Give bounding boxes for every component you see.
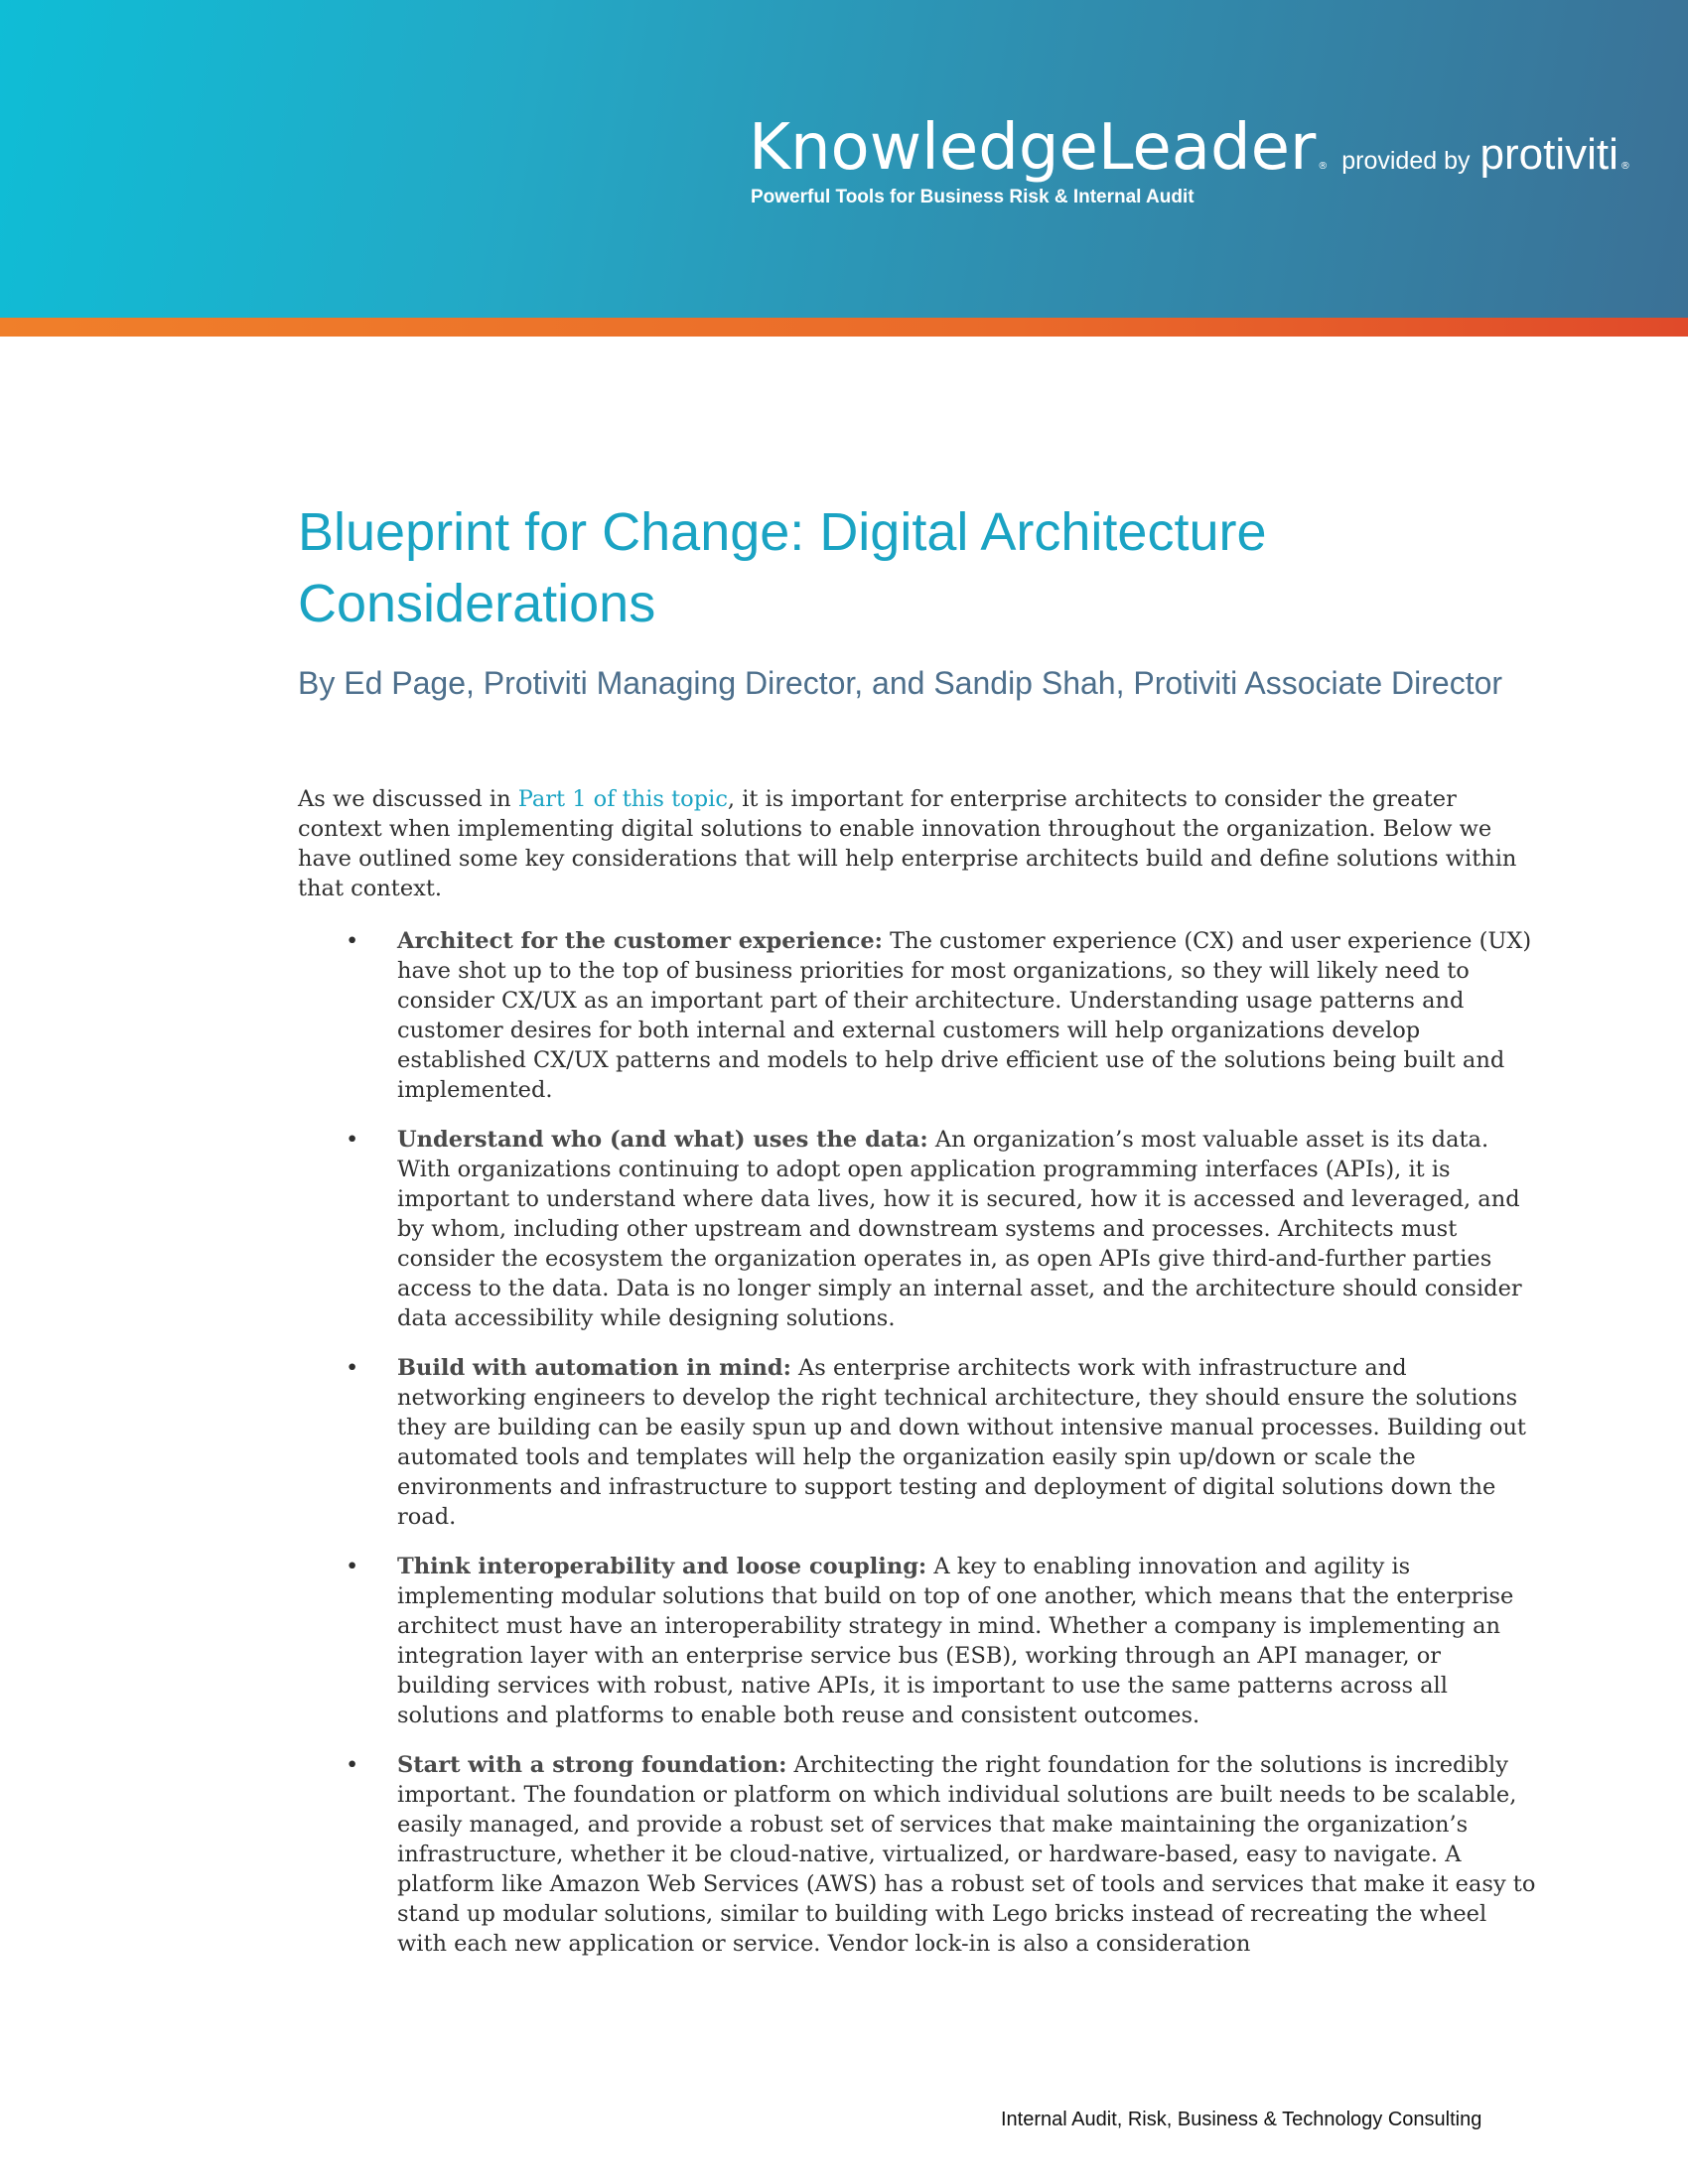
brand-logo xyxy=(749,111,1630,208)
bullet-icon: • xyxy=(346,1354,359,1381)
point-heading: Build with automation in mind: xyxy=(397,1354,791,1381)
brand-line xyxy=(749,111,1630,185)
brand-registered-mark: ® xyxy=(1318,161,1329,172)
accent-divider xyxy=(0,318,1688,337)
point-heading: Architect for the customer experience: xyxy=(397,927,883,954)
intro-text-start: As we discussed in xyxy=(298,786,518,812)
title-line-2: Considerations xyxy=(298,574,656,633)
point-text: As enterprise architects work with infrastructure and networking engineers to develop the right technical architecture, they should ensure the solutions they are building can be easily spun up and down without intensive manual processes. Building out automated tools and templates will help the organization easily spin up/down or scale the environments and infrastructure to support testing and deployment of digital solutions down the road. xyxy=(397,1354,1526,1530)
bullet-icon: • xyxy=(346,927,359,954)
list-item xyxy=(298,1552,1539,1730)
bullet-icon: • xyxy=(346,1553,359,1579)
byline: By Ed Page, Protiviti Managing Director, and Sandip Shah, Protiviti Associate Director xyxy=(298,665,1503,701)
brand-provided-by: provided by xyxy=(1341,147,1471,175)
part-1-link[interactable]: Part 1 of this topic xyxy=(517,786,728,812)
point-heading: Think interoperability and loose coupling: xyxy=(397,1553,927,1579)
article-body xyxy=(298,496,1539,1979)
bullet-icon: • xyxy=(346,1751,359,1778)
list-item xyxy=(298,1750,1539,1959)
title-line-1: Blueprint for Change: Digital Architecture xyxy=(298,502,1267,562)
list-item xyxy=(298,926,1539,1105)
bullet-icon: • xyxy=(346,1126,359,1153)
page-footer: Internal Audit, Risk, Business & Technology Consulting xyxy=(1001,2109,1482,2130)
intro-text-end: , it is important for enterprise architects to consider the greater context when implementing digital solutions to enable innovation throughout the organization. Below we have outlined some key considerations that will help enterprise architects build and define solutions within that context. xyxy=(298,786,1517,901)
point-text: An organization’s most valuable asset is its data. With organizations continuing to adopt open application programming interfaces (APIs), it is important to understand where data lives, how it is secured, how it is accessed and leveraged, and by whom, including other upstream and downstream systems and processes. Architects must consider the ecosystem the organization operates in, as open APIs give third-and-further parties access to the data. Data is no longer simply an internal asset, and the architecture should consider data accessibility while designing solutions. xyxy=(397,1126,1522,1331)
list-item xyxy=(298,1353,1539,1532)
point-text: Architecting the right foundation for the solutions is incredibly important. The foundation or platform on which individual solutions are built needs to be scalable, easily managed, and provide a robust set of services that make maintaining the organization’s infrastructure, whether it be cloud-native, virtualized, or hardware-based, easy to navigate. A platform like Amazon Web Services (AWS) has a robust set of tools and services that make it easy to stand up modular solutions, similar to building with Lego bricks instead of recreating the wheel with each new application or service. Vendor lock-in is also a consideration xyxy=(397,1751,1536,1957)
point-heading: Start with a strong foundation: xyxy=(397,1751,787,1778)
company-registered-mark: ® xyxy=(1619,161,1630,172)
point-text: The customer experience (CX) and user experience (UX) have shot up to the top of business priorities for most organizations, so they will likely need to consider CX/UX as an important part of their architecture. Understanding usage patterns and customer desires for both internal and external customers will help organizations develop established CX/UX patterns and models to help drive efficient use of the solutions being built and implemented. xyxy=(397,927,1532,1103)
header-banner xyxy=(0,0,1688,318)
brand-name: KnowledgeLeader xyxy=(749,111,1317,185)
page-title xyxy=(298,496,1539,639)
brand-company: protiviti xyxy=(1479,130,1618,179)
considerations-list xyxy=(298,926,1539,1959)
list-item xyxy=(298,1125,1539,1333)
brand-tagline: Powerful Tools for Business Risk & Internal Audit xyxy=(751,187,1195,207)
point-text: A key to enabling innovation and agility is implementing modular solutions that build on top of one another, which means that the enterprise architect must have an interoperability strategy in mind. Whether a company is implementing an integration layer with an enterprise service bus (ESB), working through an API manager, or building services with robust, native APIs, it is important to use the same patterns across all solutions and platforms to enable both reuse and consistent outcomes. xyxy=(397,1553,1514,1728)
intro-paragraph xyxy=(298,784,1539,903)
point-heading: Understand who (and what) uses the data: xyxy=(397,1126,928,1153)
